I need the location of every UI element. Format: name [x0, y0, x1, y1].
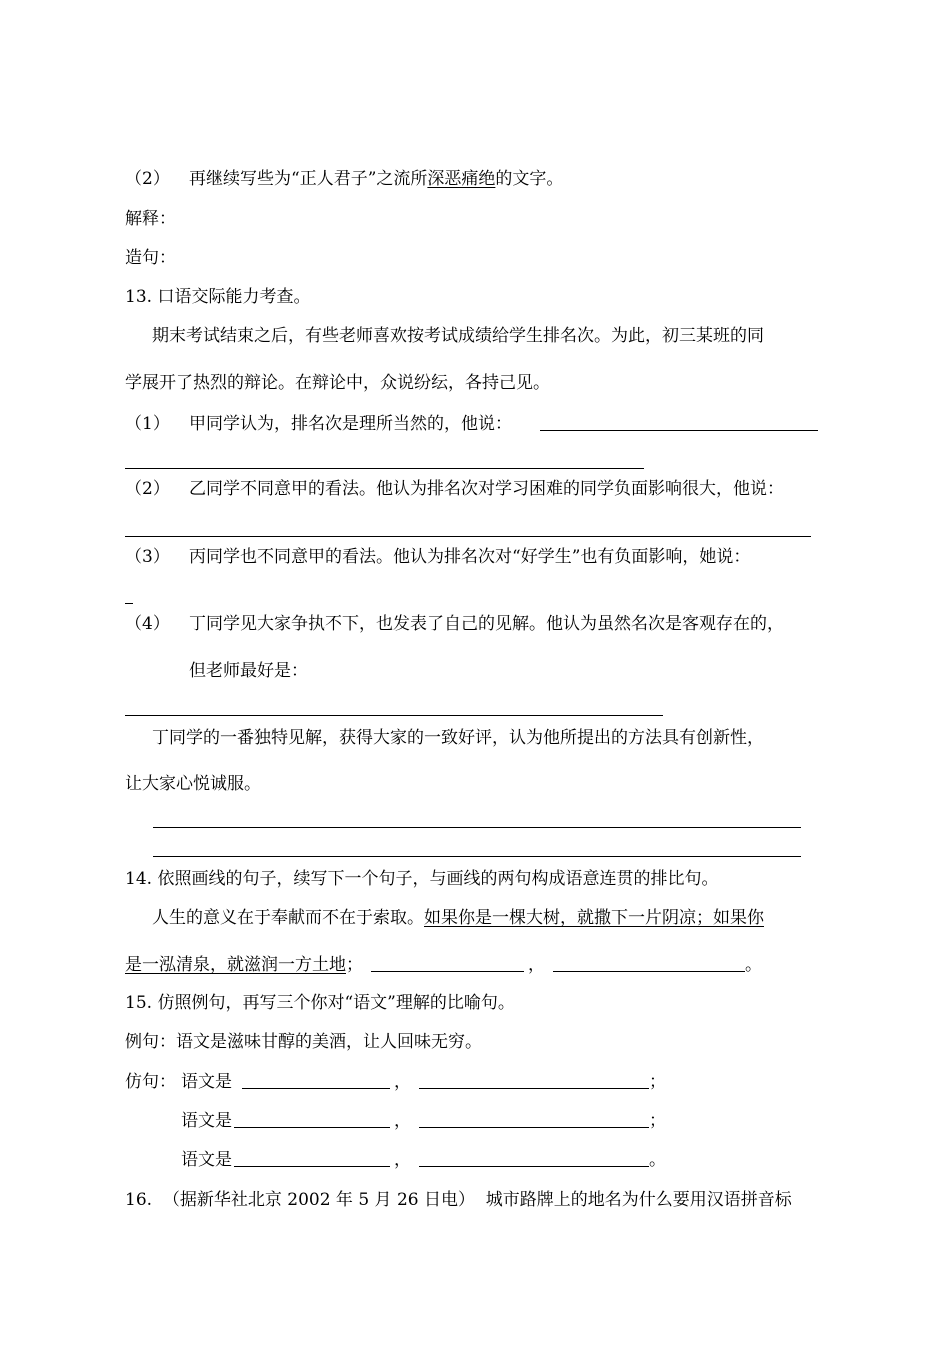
q14-line-end: 。	[745, 955, 762, 975]
q13-outro-line-2: 让大家心悦诚服。	[125, 774, 261, 794]
q13-intro-line-1: 期末考试结束之后，有些老师喜欢按考试成绩给学生排名次。为此，初三某班的同	[152, 326, 764, 346]
q15-row-3-blank-1[interactable]	[234, 1148, 390, 1167]
q13-item-4-text-cont: 但老师最好是：	[189, 661, 308, 681]
q13-answer-line-3[interactable]	[125, 603, 133, 604]
q14-separator-2: ，	[528, 955, 545, 975]
q15-title: 15. 仿照例句，再写三个你对“语文”理解的比喻句。	[125, 993, 515, 1013]
q13-item-3-text: 丙同学也不同意甲的看法。他认为排名次对“好学生”也有负面影响，她说：	[189, 547, 751, 567]
q13-answer-line-1a[interactable]	[540, 430, 818, 431]
q12-item2-text-end: 的文字。	[495, 169, 564, 189]
q15-row-1-prefix: 语文是	[181, 1072, 232, 1092]
q15-row-3-prefix: 语文是	[181, 1150, 232, 1170]
q13-item-3-number: （3）	[125, 547, 170, 567]
q15-row-2-prefix: 语文是	[181, 1111, 232, 1131]
q15-row-2-blank-1[interactable]	[234, 1109, 390, 1128]
q14-blank-1[interactable]	[371, 953, 524, 972]
q12-sentence-label: 造句：	[125, 248, 176, 268]
q12-item2-text: 再继续写些为“正人君子”之流所	[189, 169, 428, 189]
q13-item-3	[125, 545, 750, 569]
q14-title: 14. 依照画线的句子，续写下一个句子，与画线的两句构成语意连贯的排比句。	[125, 869, 719, 889]
q13-item-2	[125, 477, 784, 501]
q13-item-1-text: 甲同学认为，排名次是理所当然的，他说：	[189, 414, 512, 434]
q13-item-4	[125, 612, 784, 636]
q15-row-1-blank-2[interactable]	[419, 1070, 649, 1089]
q15-row-1	[181, 1070, 666, 1094]
q13-item-4-number: （4）	[125, 614, 170, 634]
q13-answer-line-2[interactable]	[125, 536, 811, 537]
q13-answer-line-4[interactable]	[125, 715, 663, 716]
q14-line-1-text: 人生的意义在于奉献而不在于索取。	[152, 908, 424, 928]
q16-text: 16. （据新华社北京 2002 年 5 月 26 日电） 城市路牌上的地名为什么要用汉语拼音标	[125, 1190, 792, 1210]
q14-separator-1: ；	[346, 955, 363, 975]
q14-underlined-sentence-2: 是一泓清泉，就滋润一方土地	[125, 955, 346, 975]
q15-row-2-sep: ，	[394, 1111, 411, 1131]
q13-item-1	[125, 412, 512, 436]
q14-line-2	[125, 953, 762, 977]
q13-answer-line-1b[interactable]	[125, 468, 644, 469]
q13-intro-line-2: 学展开了热烈的辩论。在辩论中，众说纷纭，各持己见。	[125, 373, 550, 393]
q15-row-3-sep: ，	[394, 1150, 411, 1170]
q15-row-1-end: ；	[649, 1072, 666, 1092]
q15-row-3-end: 。	[649, 1150, 666, 1170]
q15-row-2	[181, 1109, 666, 1133]
q15-row-3	[181, 1148, 666, 1172]
q13-answer-line-6[interactable]	[153, 856, 801, 857]
q12-explain-label: 解释：	[125, 209, 176, 229]
q14-underlined-sentence-1: 如果你是一棵大树，就撒下一片阴凉；如果你	[424, 908, 764, 928]
q14-blank-2[interactable]	[553, 953, 745, 972]
q15-imitate-label: 仿句：	[125, 1072, 176, 1092]
q12-item2	[125, 167, 563, 191]
q12-item2-term: 深恶痛绝	[427, 169, 496, 189]
q12-item2-number: （2）	[125, 169, 170, 189]
q13-item-4-text: 丁同学见大家争执不下，也发表了自己的见解。他认为虽然名次是客观存在的，	[189, 614, 784, 634]
q13-outro-line-1: 丁同学的一番独特见解，获得大家的一致好评，认为他所提出的方法具有创新性，	[152, 728, 764, 748]
q15-example: 例句：语文是滋味甘醇的美酒，让人回味无穷。	[125, 1032, 482, 1052]
q15-row-1-sep: ，	[394, 1072, 411, 1092]
q15-row-2-end: ；	[649, 1111, 666, 1131]
q15-row-2-blank-2[interactable]	[419, 1109, 649, 1128]
q13-title: 13. 口语交际能力考查。	[125, 287, 311, 307]
q13-item-2-number: （2）	[125, 479, 170, 499]
q13-item-1-number: （1）	[125, 414, 170, 434]
q14-line-1	[152, 906, 764, 930]
q13-answer-line-5[interactable]	[153, 827, 801, 828]
q15-row-1-blank-1[interactable]	[242, 1070, 390, 1089]
q13-item-2-text: 乙同学不同意甲的看法。他认为排名次对学习困难的同学负面影响很大，他说：	[189, 479, 784, 499]
q15-row-3-blank-2[interactable]	[419, 1148, 649, 1167]
